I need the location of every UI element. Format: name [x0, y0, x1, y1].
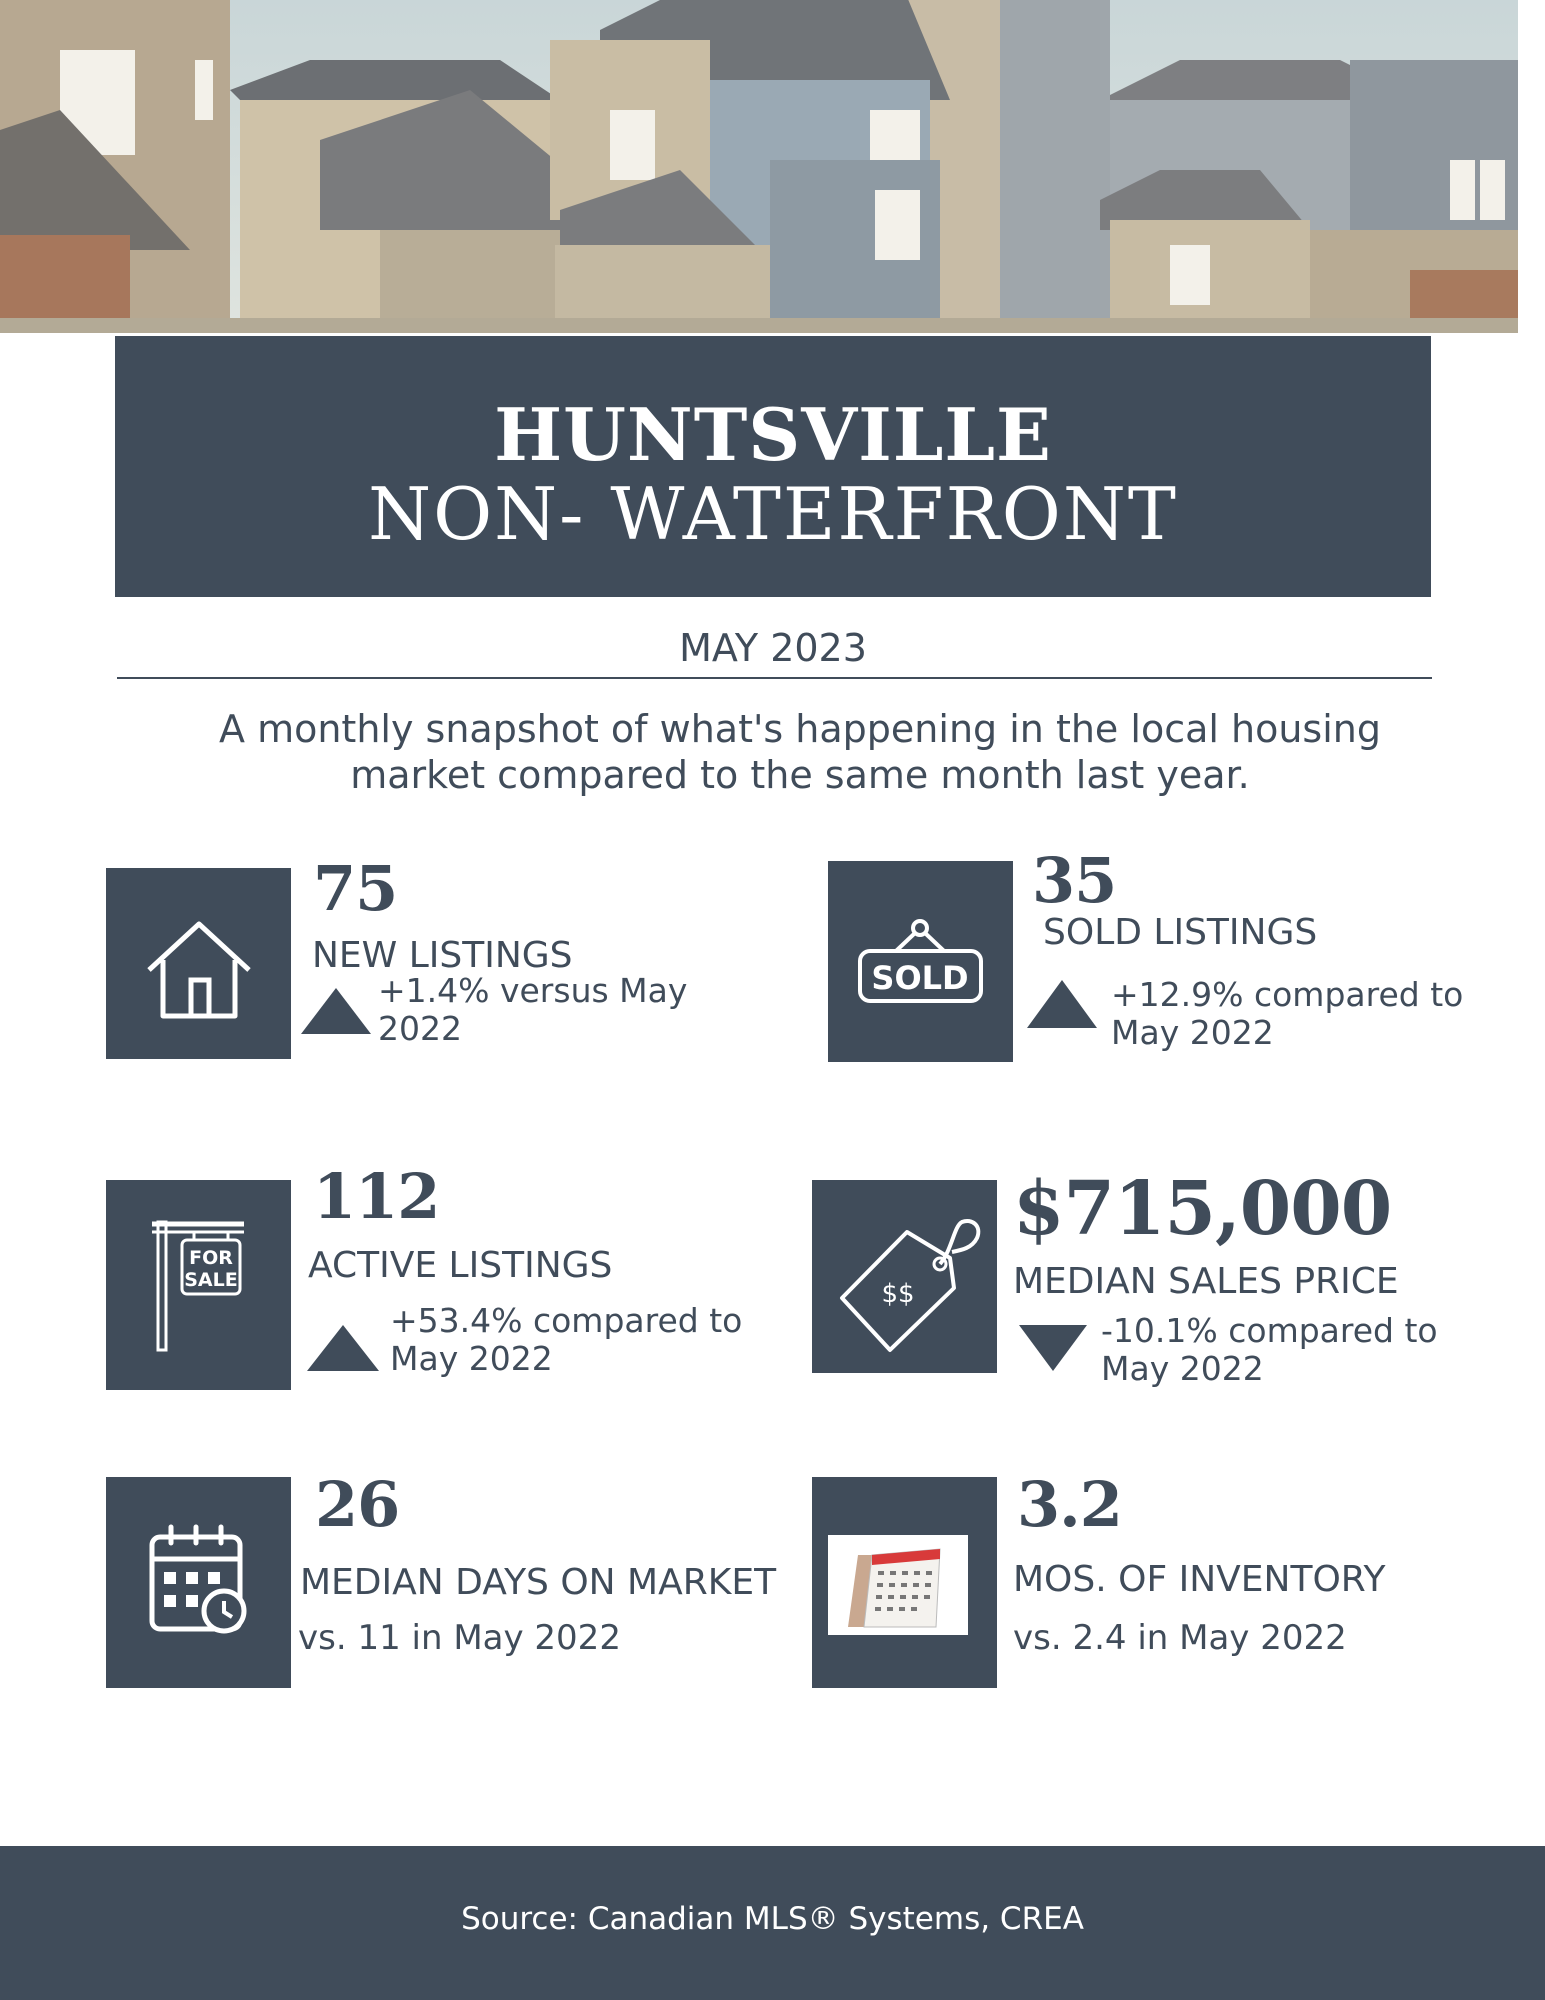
- median-price-label: MEDIAN SALES PRICE: [1013, 1261, 1399, 1302]
- up-arrow-icon: [301, 988, 371, 1034]
- active-listings-change: +53.4% compared to May 2022: [390, 1301, 743, 1378]
- page-title: HUNTSVILLE: [494, 392, 1052, 477]
- sold-sign-icon: [828, 861, 1013, 1062]
- hero-image: [0, 0, 1518, 333]
- sold-listings-label: SOLD LISTINGS: [1043, 912, 1318, 953]
- page-subtitle: NON- WATERFRONT: [368, 472, 1178, 556]
- divider: [117, 677, 1432, 679]
- for-sale-tile: [106, 1180, 291, 1390]
- footer: [0, 1846, 1545, 2000]
- down-arrow-icon: [1019, 1325, 1087, 1371]
- house-icon: [106, 868, 291, 1059]
- svg-text:$$: $$: [881, 1279, 915, 1309]
- inventory-value: 3.2: [1017, 1468, 1122, 1541]
- new-listings-change: +1.4% versus May 2022: [378, 971, 688, 1048]
- desk-calendar-tile: [812, 1477, 997, 1688]
- sold-listings-value: 35: [1032, 844, 1117, 917]
- active-listings-value: 112: [313, 1160, 440, 1233]
- svg-text:SOLD: SOLD: [871, 959, 969, 997]
- svg-text:FOR: FOR: [189, 1247, 233, 1269]
- intro-text: A monthly snapshot of what's happening in the local housing market compared to the same month last year.: [219, 707, 1381, 797]
- new-listings-label: NEW LISTINGS: [312, 935, 573, 976]
- inventory-label: MOS. OF INVENTORY: [1013, 1559, 1386, 1600]
- sold-listings-change: +12.9% compared to May 2022: [1111, 975, 1464, 1052]
- houses-illustration: [0, 0, 1518, 333]
- sold-tile: [828, 861, 1013, 1062]
- report-period: MAY 2023: [679, 626, 867, 670]
- up-arrow-icon: [307, 1325, 379, 1371]
- days-on-market-label: MEDIAN DAYS ON MARKET: [300, 1562, 777, 1603]
- active-listings-label: ACTIVE LISTINGS: [308, 1245, 613, 1286]
- new-listings-value: 75: [313, 852, 398, 925]
- desk-calendar-icon: [812, 1477, 997, 1688]
- days-on-market-value: 26: [315, 1468, 400, 1541]
- calendar-clock-icon: [106, 1477, 291, 1688]
- title-banner: [115, 336, 1431, 597]
- median-price-change: -10.1% compared to May 2022: [1101, 1311, 1438, 1388]
- svg-text:SALE: SALE: [184, 1269, 238, 1291]
- house-tile: [106, 868, 291, 1059]
- price-tag-icon: [812, 1180, 997, 1373]
- source-note: Source: Canadian MLS® Systems, CREA: [461, 1901, 1084, 1937]
- up-arrow-icon: [1027, 980, 1097, 1028]
- inventory-change: vs. 2.4 in May 2022: [1013, 1618, 1347, 1658]
- days-on-market-change: vs. 11 in May 2022: [298, 1618, 621, 1658]
- price-tag-tile: [812, 1180, 997, 1373]
- calendar-tile: [106, 1477, 291, 1688]
- for-sale-sign-icon: [106, 1180, 291, 1390]
- median-price-value: $715,000: [1013, 1166, 1392, 1252]
